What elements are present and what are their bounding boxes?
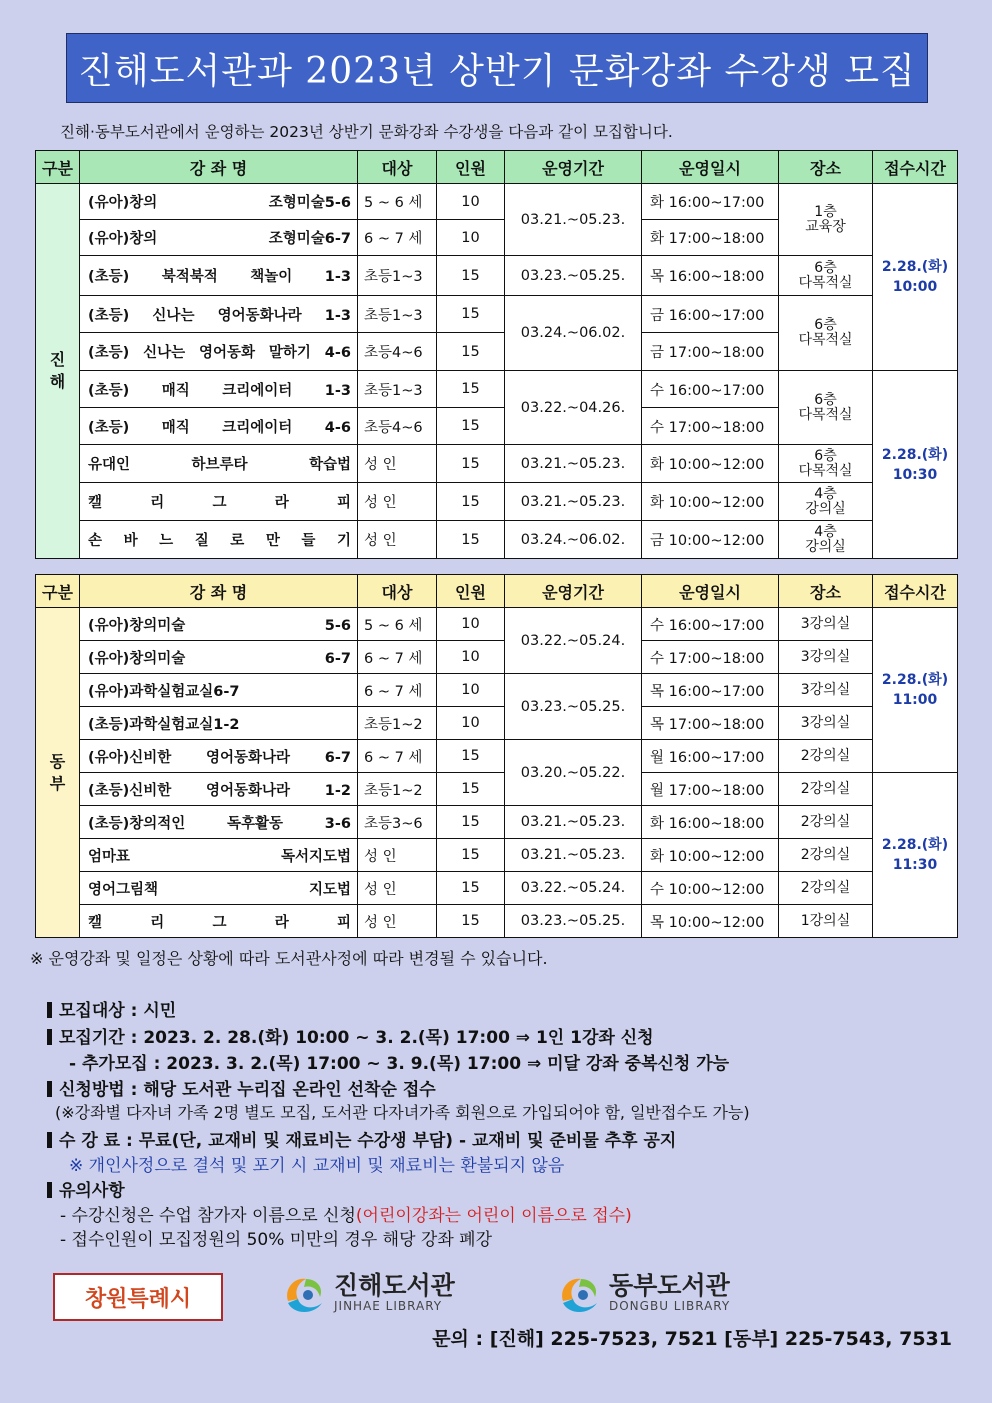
schedule: 수 16:00~17:00	[642, 371, 779, 408]
course-name: (유아)창의 조형미술6-7	[80, 220, 358, 256]
capacity: 15	[437, 773, 505, 806]
table-row	[36, 483, 958, 521]
library-mark-icon	[280, 1271, 328, 1315]
target: 성 인	[358, 839, 437, 872]
library-mark-icon	[555, 1271, 603, 1315]
jinhae-library-en: JINHAE LIBRARY	[334, 1299, 443, 1313]
header-capacity: 인원	[437, 151, 505, 184]
target: 5 ~ 6 세	[358, 184, 437, 220]
period: 03.21.~05.23.	[505, 806, 642, 839]
schedule: 월 17:00~18:00	[642, 773, 779, 806]
header-schedule: 운영일시	[642, 151, 779, 184]
course-name: 엄마표 독서지도법	[80, 839, 358, 872]
period: 03.22.~05.24.	[505, 872, 642, 905]
schedule: 목 16:00~17:00	[642, 674, 779, 707]
info-caution-title: 유의사항	[47, 1176, 125, 1201]
schedule: 화 10:00~12:00	[642, 445, 779, 483]
target: 초등1~2	[358, 707, 437, 740]
capacity: 15	[437, 839, 505, 872]
course-name: 캘 리 그 라 피	[80, 483, 358, 521]
schedule: 수 16:00~17:00	[642, 608, 779, 641]
capacity: 10	[437, 184, 505, 220]
capacity: 15	[437, 872, 505, 905]
place: 2강의실	[779, 740, 873, 773]
schedule: 목 17:00~18:00	[642, 707, 779, 740]
target: 6 ~ 7 세	[358, 674, 437, 707]
schedule: 월 16:00~17:00	[642, 740, 779, 773]
table-row	[36, 256, 958, 296]
table-header-row	[36, 151, 958, 184]
course-name: (초등) 매직 크리에이터 4-6	[80, 408, 358, 445]
header-place: 장소	[779, 575, 873, 608]
course-name: (초등) 신나는 영어동화 말하기 4-6	[80, 333, 358, 371]
header-capacity: 인원	[437, 575, 505, 608]
table-row	[36, 674, 958, 707]
place: 6층 다목적실	[779, 371, 873, 445]
target: 성 인	[358, 483, 437, 521]
course-name: 영어그림책 지도법	[80, 872, 358, 905]
capacity: 15	[437, 905, 505, 938]
target: 초등1~3	[358, 256, 437, 296]
schedule: 목 10:00~12:00	[642, 905, 779, 938]
place: 1층 교육장	[779, 184, 873, 256]
course-name: (초등) 신나는 영어동화나라 1-3	[80, 296, 358, 333]
capacity: 15	[437, 483, 505, 521]
header-group: 구분	[36, 575, 80, 608]
capacity: 15	[437, 256, 505, 296]
place: 4층 강의실	[779, 521, 873, 559]
table-row	[36, 608, 958, 641]
capacity: 10	[437, 707, 505, 740]
schedule: 화 17:00~18:00	[642, 220, 779, 256]
target: 초등4~6	[358, 333, 437, 371]
table-header-row	[36, 575, 958, 608]
header-place: 장소	[779, 151, 873, 184]
schedule: 수 10:00~12:00	[642, 872, 779, 905]
course-name: (초등)창의적인 독후활동 3-6	[80, 806, 358, 839]
table-row	[36, 905, 958, 938]
capacity: 15	[437, 371, 505, 408]
table-row	[36, 296, 958, 333]
info-method-note: (※강좌별 다자녀 가족 2명 별도 모집, 도서관 다자녀가족 회원으로 가입되어야 함, 일반접수도 가능)	[55, 1103, 750, 1122]
header-schedule: 운영일시	[642, 575, 779, 608]
place: 2강의실	[779, 806, 873, 839]
header-course: 강 좌 명	[80, 575, 358, 608]
target: 초등4~6	[358, 408, 437, 445]
capacity: 15	[437, 521, 505, 559]
schedule-change-note: ※ 운영강좌 및 일정은 상황에 따라 도서관사정에 따라 변경될 수 있습니다.	[30, 949, 548, 968]
table-row	[36, 641, 958, 674]
place: 2강의실	[779, 872, 873, 905]
capacity: 15	[437, 740, 505, 773]
place: 1강의실	[779, 905, 873, 938]
table-row	[36, 371, 958, 408]
info-period: 모집기간 : 2023. 2. 28.(화) 10:00 ~ 3. 2.(목) 17:00 ⇒ 1인 1강좌 신청	[47, 1023, 654, 1048]
schedule: 금 17:00~18:00	[642, 333, 779, 371]
header-course: 강 좌 명	[80, 151, 358, 184]
place: 6층 다목적실	[779, 256, 873, 296]
target: 성 인	[358, 905, 437, 938]
dongbu-library-name: 동부도서관	[609, 1271, 730, 1300]
course-name: (초등) 북적북적 책놀이 1-3	[80, 256, 358, 296]
info-caution-1: - 수강신청은 수업 참가자 이름으로 신청(어린이강좌는 어린이 이름으로 접수)	[60, 1206, 632, 1226]
header-target: 대상	[358, 151, 437, 184]
capacity: 10	[437, 641, 505, 674]
capacity: 15	[437, 333, 505, 371]
table-row	[36, 184, 958, 220]
intro-text: 진해·동부도서관에서 운영하는 2023년 상반기 문화강좌 수강생을 다음과 같이 모집합니다.	[60, 123, 673, 141]
header-period: 운영기간	[505, 575, 642, 608]
bullet-marker	[47, 1182, 52, 1198]
period: 03.24.~06.02.	[505, 521, 642, 559]
schedule: 화 10:00~12:00	[642, 839, 779, 872]
table-row	[36, 707, 958, 740]
period: 03.23.~05.25.	[505, 256, 642, 296]
target: 성 인	[358, 445, 437, 483]
group-label-jinhae: 진 해	[36, 184, 80, 559]
course-name: (유아)창의 조형미술5-6	[80, 184, 358, 220]
info-target: 모집대상 : 시민	[47, 996, 176, 1021]
schedule: 금 16:00~17:00	[642, 296, 779, 333]
table-row	[36, 773, 958, 806]
dongbu-schedule-table	[35, 574, 958, 938]
group-label-dongbu: 동 부	[36, 608, 80, 938]
table-row	[36, 806, 958, 839]
schedule: 화 16:00~17:00	[642, 184, 779, 220]
table-row	[36, 521, 958, 559]
period: 03.21.~05.23.	[505, 483, 642, 521]
schedule: 수 17:00~18:00	[642, 641, 779, 674]
place: 3강의실	[779, 707, 873, 740]
period: 03.24.~06.02.	[505, 296, 642, 371]
info-fee-note: ※ 개인사정으로 결석 및 포기 시 교재비 및 재료비는 환불되지 않음	[69, 1156, 565, 1176]
table-row	[36, 740, 958, 773]
target: 초등3~6	[358, 806, 437, 839]
course-name: 캘 리 그 라 피	[80, 905, 358, 938]
course-name: (초등) 매직 크리에이터 1-3	[80, 371, 358, 408]
page-title: 진해도서관과 2023년 상반기 문화강좌 수강생 모집	[66, 33, 928, 103]
jinhae-library-name: 진해도서관	[334, 1271, 455, 1300]
period: 03.23.~05.25.	[505, 674, 642, 740]
reception-time: 2.28.(화) 11:00	[873, 608, 958, 773]
reception-time: 2.28.(화) 10:30	[873, 371, 958, 559]
info-caution-2: - 접수인원이 모집정원의 50% 미만의 경우 해당 강좌 폐강	[60, 1230, 493, 1250]
target: 6 ~ 7 세	[358, 220, 437, 256]
table-row	[36, 872, 958, 905]
course-name: (유아)신비한 영어동화나라 6-7	[80, 740, 358, 773]
bullet-marker	[47, 1081, 52, 1097]
schedule: 수 17:00~18:00	[642, 408, 779, 445]
dongbu-library-logo	[555, 1271, 730, 1315]
target: 성 인	[358, 521, 437, 559]
place: 3강의실	[779, 674, 873, 707]
dongbu-library-en: DONGBU LIBRARY	[609, 1299, 731, 1313]
schedule: 목 16:00~18:00	[642, 256, 779, 296]
course-name: (유아)창의미술 5-6	[80, 608, 358, 641]
reception-time: 2.28.(화) 11:30	[873, 773, 958, 938]
header-reception: 접수시간	[873, 151, 958, 184]
capacity: 15	[437, 408, 505, 445]
period: 03.23.~05.25.	[505, 905, 642, 938]
course-name: (초등)과학실험교실1-2	[80, 707, 358, 740]
target: 6 ~ 7 세	[358, 740, 437, 773]
course-name: 유대인 하브루타 학습법	[80, 445, 358, 483]
capacity: 10	[437, 608, 505, 641]
period: 03.21.~05.23.	[505, 184, 642, 256]
capacity: 15	[437, 296, 505, 333]
header-period: 운영기간	[505, 151, 642, 184]
jinhae-schedule-table	[35, 150, 958, 559]
target: 5 ~ 6 세	[358, 608, 437, 641]
period: 03.21.~05.23.	[505, 839, 642, 872]
capacity: 10	[437, 674, 505, 707]
place: 6층 다목적실	[779, 445, 873, 483]
capacity: 15	[437, 445, 505, 483]
header-reception: 접수시간	[873, 575, 958, 608]
target: 초등1~3	[358, 371, 437, 408]
table-row	[36, 445, 958, 483]
period: 03.20.~05.22.	[505, 740, 642, 806]
place: 6층 다목적실	[779, 296, 873, 371]
changwon-logo: 창원특례시	[53, 1273, 223, 1321]
place: 3강의실	[779, 641, 873, 674]
reception-time: 2.28.(화) 10:00	[873, 184, 958, 371]
header-group: 구분	[36, 151, 80, 184]
schedule: 화 10:00~12:00	[642, 483, 779, 521]
header-target: 대상	[358, 575, 437, 608]
course-name: (초등)신비한 영어동화나라 1-2	[80, 773, 358, 806]
place: 2강의실	[779, 839, 873, 872]
course-name: 손 바 느 질 로 만 들 기	[80, 521, 358, 559]
jinhae-library-logo	[280, 1271, 455, 1315]
schedule: 화 16:00~18:00	[642, 806, 779, 839]
capacity: 10	[437, 220, 505, 256]
course-name: (유아)과학실험교실6-7	[80, 674, 358, 707]
place: 3강의실	[779, 608, 873, 641]
info-extra: - 추가모집 : 2023. 3. 2.(목) 17:00 ~ 3. 9.(목) 17:00 ⇒ 미달 강좌 중복신청 가능	[69, 1054, 730, 1074]
place: 2강의실	[779, 773, 873, 806]
target: 성 인	[358, 872, 437, 905]
info-method: 신청방법 : 해당 도서관 누리집 온라인 선착순 접수	[47, 1075, 436, 1100]
table-row	[36, 839, 958, 872]
course-name: (유아)창의미술 6-7	[80, 641, 358, 674]
bullet-marker	[47, 1132, 52, 1148]
info-fee: 수 강 료 : 무료(단, 교재비 및 재료비는 수강생 부담) - 교재비 및 준비물 추후 공지	[47, 1126, 676, 1151]
target: 초등1~2	[358, 773, 437, 806]
place: 4층 강의실	[779, 483, 873, 521]
period: 03.21.~05.23.	[505, 445, 642, 483]
period: 03.22.~04.26.	[505, 371, 642, 445]
bullet-marker	[47, 1002, 52, 1018]
schedule: 금 10:00~12:00	[642, 521, 779, 559]
bullet-marker	[47, 1029, 52, 1045]
target: 6 ~ 7 세	[358, 641, 437, 674]
contact-info: 문의 : [진해] 225-7523, 7521 [동부] 225-7543, 7531	[432, 1328, 952, 1350]
period: 03.22.~05.24.	[505, 608, 642, 674]
capacity: 15	[437, 806, 505, 839]
target: 초등1~3	[358, 296, 437, 333]
